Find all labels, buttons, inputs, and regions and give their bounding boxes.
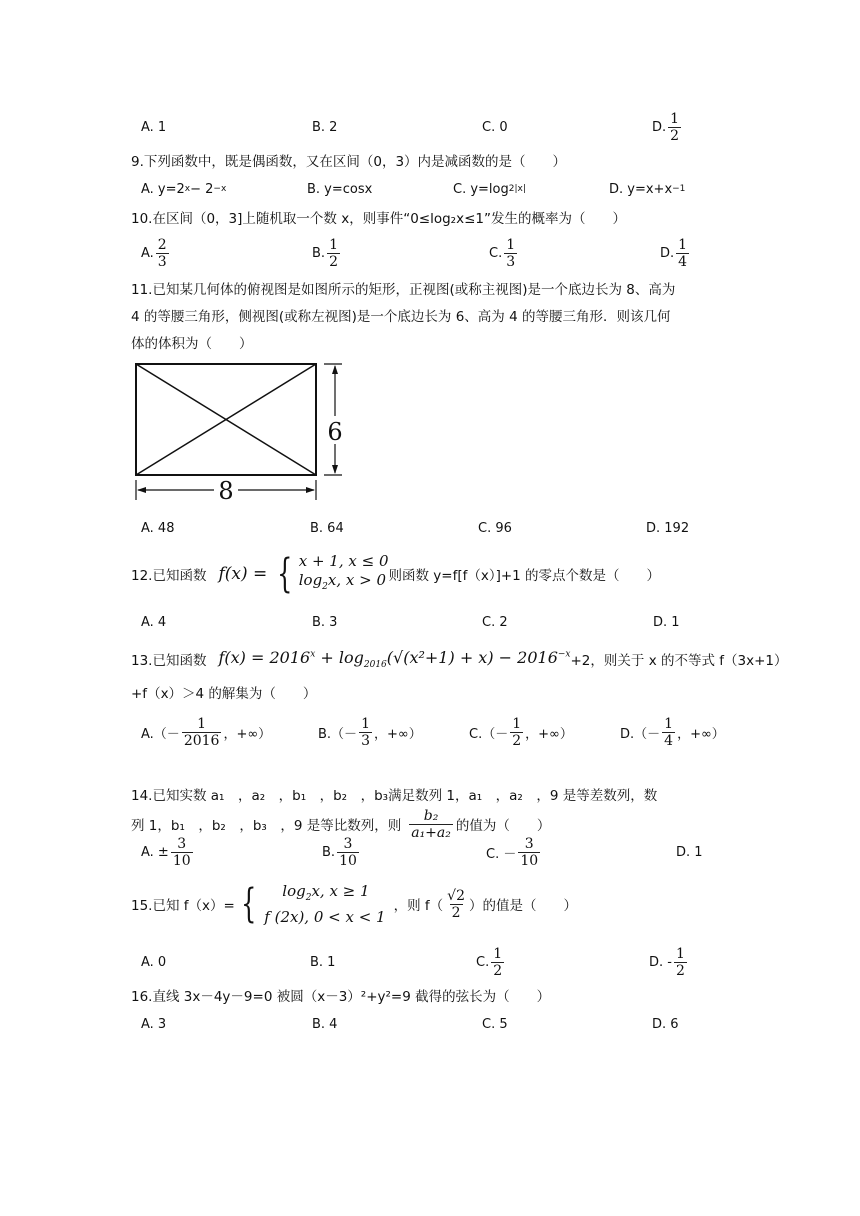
option-a: A. 1 <box>141 119 167 135</box>
rectangle-figure <box>128 358 358 520</box>
option-b: B. 3 <box>312 614 338 630</box>
q15-options <box>0 945 860 979</box>
question-11-line1: 11.已知某几何体的俯视图是如图所示的矩形，正视图(或称主视图)是一个底边长为 8、高为 <box>131 282 676 298</box>
option-d: D. y=x+x −1 <box>609 181 686 197</box>
option-c: C. y=log 2 |x| <box>453 181 526 197</box>
option-c: C. 96 <box>478 520 512 536</box>
option-d: D. 6 <box>652 1016 679 1032</box>
option-c: C. $\frac{1}{3}$ <box>489 236 516 270</box>
question-16-text: 16.直线 3x－4y－9=0 被圆（x－3）²+y²=9 截得的弦长为（ ） <box>131 989 551 1005</box>
option-d: D. 1 <box>653 614 680 630</box>
option-a: A. $\frac{2}{3}$ <box>141 236 167 270</box>
option-c: C.（－ $\frac{1}{2}$ ，+∞） <box>469 715 573 749</box>
option-c: C. 0 <box>482 119 508 135</box>
option-d: D. $\frac{1}{2}$ <box>652 110 680 144</box>
option-b: B. 4 <box>312 1016 338 1032</box>
q9-options <box>0 177 860 201</box>
question-10-text: 10.在区间（0，3]上随机取一个数 x，则事件“0≤log₂x≤1”发生的概率为（ ） <box>131 211 626 227</box>
option-d: D. $\frac{1}{4}$ <box>660 236 688 270</box>
option-d: D. 192 <box>646 520 690 536</box>
fraction: $\frac{1}{2}$ <box>670 110 680 144</box>
option-c: C. $\frac{1}{2}$ <box>476 945 503 979</box>
option-c: C. 5 <box>482 1016 508 1032</box>
option-b: B.（－ $\frac{1}{3}$ ，+∞） <box>318 715 422 749</box>
width-label: 8 <box>218 477 234 505</box>
q13-options <box>0 715 860 749</box>
option-d: D.（－ $\frac{1}{4}$ ，+∞） <box>620 715 725 749</box>
option-b: B. 1 <box>310 954 336 970</box>
option-c: C. 2 <box>482 614 508 630</box>
option-b: B. 2 <box>312 119 338 135</box>
q8-options <box>0 110 860 144</box>
q11-options <box>0 516 860 540</box>
option-d: D. - $\frac{1}{2}$ <box>649 945 685 979</box>
option-b: B. 64 <box>310 520 344 536</box>
question-14-line2: 列 1，b₁ ，b₂ ，b₃ ，9 是等比数列，则 $\frac{\text{b₂}}{\text{a₁+a₂}}$ 的值为（ ） <box>131 807 551 841</box>
option-a: A. 4 <box>141 614 167 630</box>
option-d: D. 1 <box>676 844 703 860</box>
question-11-line3: 体的体积为（ ） <box>131 336 253 352</box>
question-13-line1: 13.已知函数 $f(x) = 2016^x + \log_{2016}(√(x^2+1) + x) - 2016^{-x}$ +2，则关于 x 的不等式 f（3x+1） <box>131 647 788 671</box>
question-14-line1: 14.已知实数 a₁ ，a₂ ，b₁ ，b₂ ，b₃满足数列 1，a₁ ，a₂ ，9 是等差数列，数 <box>131 788 658 804</box>
question-15: 15.已知 f（x）= { $\log_2x$, x ≥ 1 f (2x), 0 < x < 1 ，则 f（ $\frac{√2}{2}$ ）的值是（ ） <box>131 881 577 927</box>
option-a: A. 48 <box>141 520 175 536</box>
option-a: A.（－ $\frac{1}{2016}$ ，+∞） <box>141 715 272 749</box>
option-a: A. 0 <box>141 954 167 970</box>
option-a: A. 3 <box>141 1016 167 1032</box>
height-label: 6 <box>327 418 343 446</box>
option-b: B. $\frac{1}{2}$ <box>312 236 338 270</box>
q10-options <box>0 236 860 270</box>
option-b: B. $\frac{3}{10}$ <box>322 835 357 869</box>
q12-options <box>0 610 860 634</box>
q14-options <box>0 835 860 869</box>
question-12: 12.已知函数 f(x) = { x + 1, x ≤ 0 $\log_2x$, x > 0 则函数 y=f[f（x）]+1 的零点个数是（ ） <box>131 551 661 597</box>
option-a: A. y=2 x − 2 −x <box>141 181 227 197</box>
question-13-line2: +f（x）＞4 的解集为（ ） <box>131 686 317 702</box>
option-c: C. － $\frac{3}{10}$ <box>486 835 539 869</box>
option-b: B. y=cosx <box>307 181 373 197</box>
question-11-line2: 4 的等腰三角形，侧视图(或称左视图)是一个底边长为 6、高为 4 的等腰三角形．则该几何 <box>131 309 671 325</box>
q16-options <box>0 1012 860 1036</box>
option-a: A. ± $\frac{3}{10}$ <box>141 835 191 869</box>
question-9-text: 9.下列函数中，既是偶函数，又在区间（0，3）内是减函数的是（ ） <box>131 154 567 170</box>
